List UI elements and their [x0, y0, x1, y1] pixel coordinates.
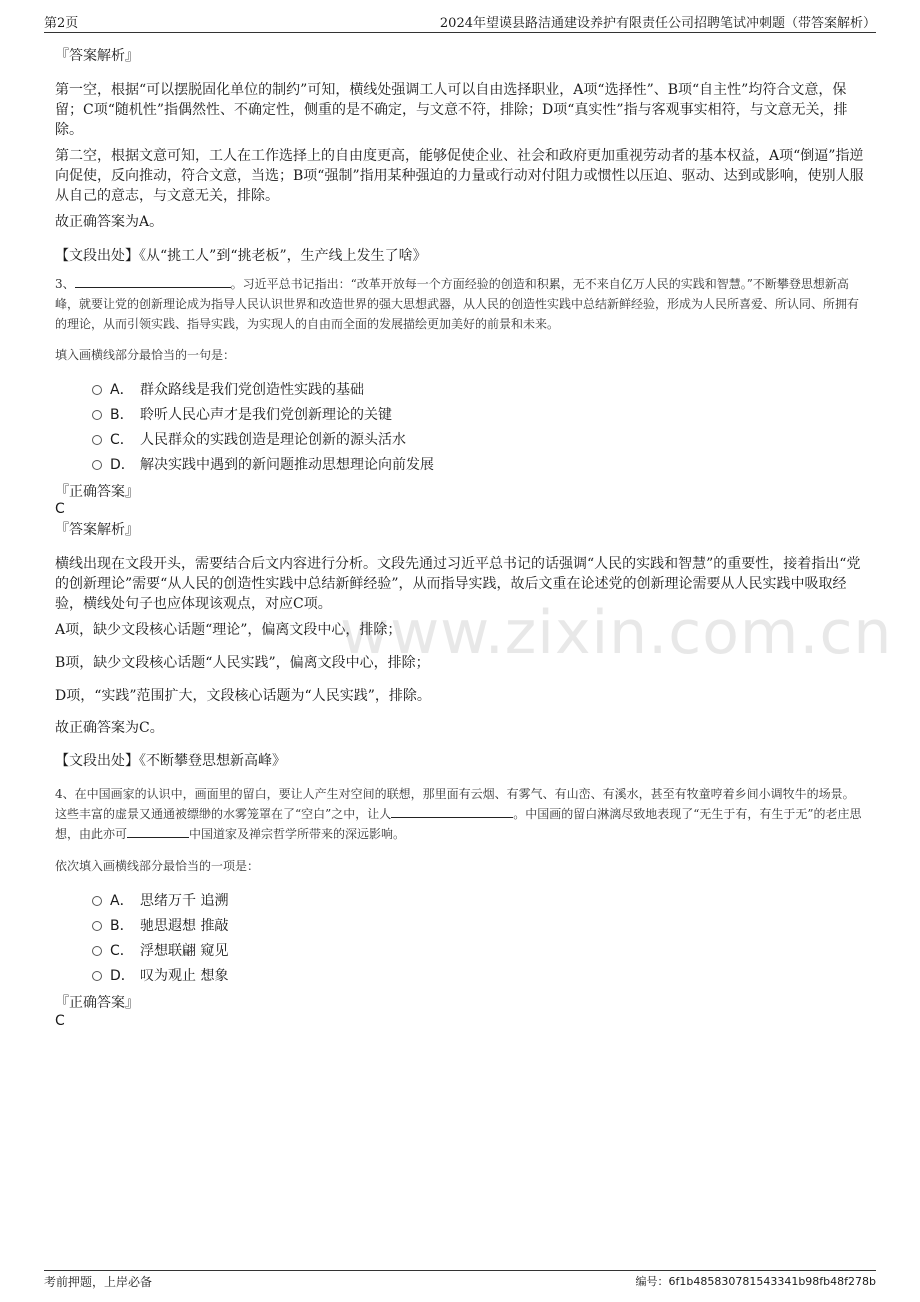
q3-stem: [55, 274, 865, 334]
q3-answer-label: 『正确答案』: [55, 484, 139, 500]
watermark: www.zixin.com.cn: [340, 598, 893, 668]
q4-prompt: 依次填入画横线部分最恰当的一项是：: [55, 859, 260, 873]
radio-icon[interactable]: [92, 921, 102, 931]
radio-icon[interactable]: [92, 971, 102, 981]
q2-analysis-para-1: 第一空，根据“可以摆脱固化单位的制约”可知，横线处强调工人可以自由选择职业，A项“选择性”、B项“自主性”均符合文意，保留；C项“随机性”指偶然性、不确定性，侧重的是不确定，与文意不符，排除；D项“真实性”指与客观事实相符，与文意无关，排除。: [55, 82, 848, 138]
q3-conclusion: 故正确答案为C。: [55, 720, 164, 736]
radio-icon[interactable]: [92, 946, 102, 956]
q2-analysis-para-2: 第二空，根据文意可知，工人在工作选择上的自由度更高，能够促使企业、社会和政府更加重视劳动者的基本权益，A项“倒逼”指逆向促使，反向推动，符合文意，当选；B项“强制”指用某种强迫的力量或行动对付阻力或惯性以压迫、驱动、达到或影响，使别人服从自己的意志，与文意无关，排除。: [55, 148, 864, 204]
q3-analysis-label: 『答案解析』: [55, 522, 139, 538]
q3-answer: C: [55, 501, 65, 517]
q3-option-a[interactable]: A． 群众路线是我们党创造性实践的基础: [92, 380, 364, 400]
q4-answer: C: [55, 1013, 65, 1029]
footer-slogan: 考前押题，上岸必备: [44, 1275, 153, 1289]
radio-icon[interactable]: [92, 896, 102, 906]
q3-analysis-para-2: A项，缺少文段核心话题“理论”，偏离文段中心，排除；: [55, 622, 402, 638]
radio-icon[interactable]: [92, 435, 102, 445]
radio-icon[interactable]: [92, 460, 102, 470]
q3-option-d[interactable]: D． 解决实践中遇到的新问题推动思想理论向前发展: [92, 455, 434, 475]
page-header: [44, 12, 876, 33]
q3-prompt: 填入画横线部分最恰当的一句是：: [55, 348, 236, 362]
q4-option-c[interactable]: C． 浮想联翩 窥见: [92, 941, 228, 961]
q3-number: 3、: [55, 277, 75, 291]
radio-icon[interactable]: [92, 410, 102, 420]
q3-option-b[interactable]: B． 聆听人民心声才是我们党创新理论的关键: [92, 405, 392, 425]
q3-source: 【文段出处】《不断攀登思想新高峰》: [55, 753, 286, 769]
q3-analysis-para-4: D项，“实践”范围扩大，文段核心话题为“人民实践”，排除。: [55, 688, 431, 704]
q2-conclusion: 故正确答案为A。: [55, 214, 164, 230]
q4-answer-label: 『正确答案』: [55, 995, 139, 1011]
q2-source: 【文段出处】《从“挑工人”到“挑老板”，生产线上发生了啥》: [55, 248, 427, 264]
q4-option-d[interactable]: D． 叹为观止 想象: [92, 966, 228, 986]
q3-analysis-para-1: 横线出现在文段开头，需要结合后文内容进行分析。文段先通过习近平总书记的话强调“人民的实践和智慧”的重要性，接着指出“党的创新理论”需要“从人民的创造性实践中总结新鲜经验”，从而指导实践，故后文重在论述党的创新理论需要从人民实践中吸取经验，横线处句子也应体现该观点，对应C项。: [55, 556, 861, 612]
q3-stem-text: 。习近平总书记指出：“改革开放每一个方面经验的创造和积累，无不来自亿万人民的实践和智慧。”不断攀登思想新高峰，就要让党的创新理论成为指导人民认识世界和改造世界的强大思想武器，从人民的创造性实践中总结新鲜经验，形成为人民所喜爱、所认同、所拥有的理论，从而引领实践、指导实践，为实现人的自由而全面的发展描绘更加美好的前景和未来。: [55, 277, 860, 331]
page-number: 第2页: [44, 16, 79, 31]
q4-blank-2: [127, 825, 189, 838]
q3-analysis-para-3: B项，缺少文段核心话题“人民实践”，偏离文段中心，排除；: [55, 655, 430, 671]
q4-blank-1: [391, 805, 513, 818]
page-footer: [44, 1270, 876, 1289]
q3-option-c[interactable]: C． 人民群众的实践创造是理论创新的源头活水: [92, 430, 406, 450]
q4-option-b[interactable]: B． 驰思遐想 推敲: [92, 916, 228, 936]
q4-option-a[interactable]: A． 思绪万千 追溯: [92, 891, 228, 911]
document-code: 编号：6f1b485830781543341b98fb48f278b: [635, 1275, 876, 1288]
q2-analysis-label: 『答案解析』: [55, 48, 139, 64]
document-title: 2024年望谟县路洁通建设养护有限责任公司招聘笔试冲刺题（带答案解析）: [439, 16, 876, 31]
q4-stem: 4、在中国画家的认识中，画面里的留白，要让人产生对空间的联想，那里面有云烟、有雾气、有山峦、有溪水，甚至有牧童哼着乡间小调牧牛的场景。这些丰富的虚景又通通被缥缈的水雾笼罩在了“空白”之中，让人 。中国画的留白淋漓尽致地表现了“无生于有，有生于无”的老庄思想，由此亦可 中国道家及禅宗哲学所带来的深远影响。: [55, 787, 862, 841]
q3-blank: [75, 275, 231, 288]
radio-icon[interactable]: [92, 385, 102, 395]
